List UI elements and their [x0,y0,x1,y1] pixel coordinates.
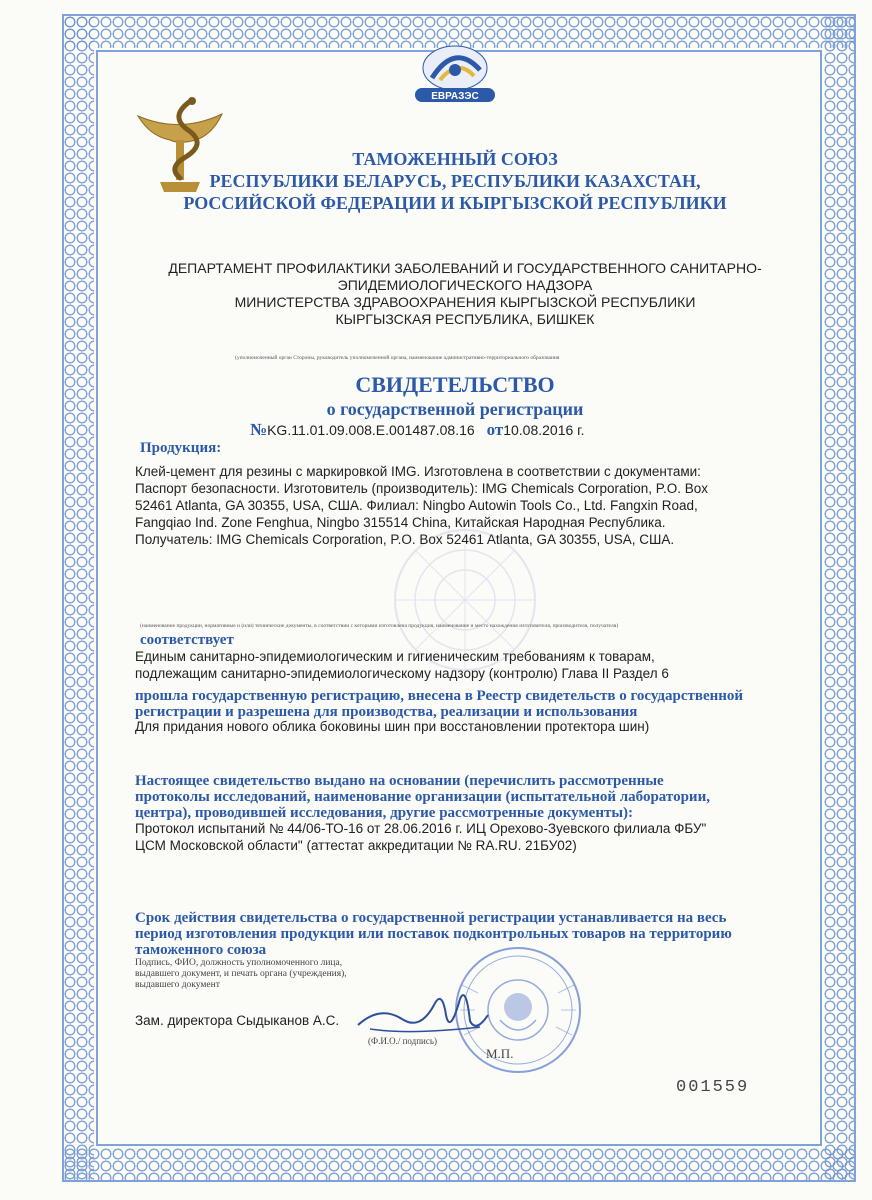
basis-line: ЦСМ Московской области" (аттестат аккредитации № RA.RU. 21БУ02) [135,838,577,853]
basis-label-line2: протоколы исследований, наименование организации (испытательной лаборатории, [135,789,710,805]
department-line-4: КЫРГЫЗСКАЯ РЕСПУБЛИКА, БИШКЕК [335,311,595,327]
basis-label-line3: центра), проводившей исследования, другие рассмотренные документы): [135,805,634,821]
registration-number [250,420,584,440]
compliance-line: подлежащим санитарно-эпидемиологическому надзору (контролю) Глава II Раздел 6 [135,666,669,681]
product-line: Получатель: IMG Chemicals Corporation, P.O. Box 52461 Atlanta, GA 30355, USA, США. [135,532,675,547]
product-label: Продукция: [140,440,222,456]
basis-label-line1: Настоящее свидетельство выдано на основании (перечислить рассмотренные [135,773,664,789]
stamp-label: М.П. [486,1046,514,1061]
department-line-2: ЭПИДЕМИОЛОГИЧЕСКОГО НАДЗОРА [337,277,593,293]
union-countries-line1: РЕСПУБЛИКИ БЕЛАРУСЬ, РЕСПУБЛИКИ КАЗАХСТАН, [209,171,701,191]
product-line: 52461 Atlanta, GA 30355, USA, США. Филиал: Ningbo Autowin Tools Co., Ltd. Fangxin Road, [135,498,698,513]
union-countries-line2: РОССИЙСКОЙ ФЕДЕРАЦИИ И КЫРГЫЗСКОЙ РЕСПУБЛИКИ [183,193,727,213]
signatory-name: Зам. директора Сыдыканов А.С. [135,1013,340,1028]
department-line-3: МИНИСТЕРСТВА ЗДРАВООХРАНЕНИЯ КЫРГЫЗСКОЙ РЕСПУБЛИКИ [234,294,696,310]
product-line: Fangqiao Ind. Zone Fenghua, Ningbo 315514 China, Китайская Народная Республика. [135,515,666,530]
product-description [135,463,775,548]
registration-label [135,688,785,720]
date-prefix: от [486,420,504,439]
certificate-number: KG.11.01.09.008.Е.001487.08.16 [267,422,475,438]
basis-text [135,820,775,854]
registration-purpose: Для придания нового облика боковины шин при восстановлении протектора шин) [135,719,650,734]
signatory-caption [135,958,347,991]
certificate-title: СВИДЕТЕЛЬСТВО [355,372,555,397]
serial-number: 001559 [676,1078,750,1097]
compliance-label: соответствует [140,632,234,648]
basis-label [135,773,785,821]
eurasec-logo [400,40,510,104]
signatory-caption-line: Подпись, ФИО, должность уполномоченного лица, [135,958,343,968]
compliance-line: Единым санитарно-эпидемиологическим и гигиеническим требованиям к товарам, [135,649,655,664]
product-line: Паспорт безопасности. Изготовитель (производитель): IMG Chemicals Corporation, P.O. Box [135,481,709,496]
basis-line: Протокол испытаний № 44/06-ТО-16 от 28.06.2016 г. ИЦ Орехово-Зуевского филиала ФБУ" [135,821,707,836]
issuing-department [120,260,810,328]
validity-line: период изготовления продукции или поставок подконтрольных товаров на территорию [135,926,732,942]
product-caption: (наименование продукции, нормативные и (или) технические документы, в соответствии с которыми изготовлена продукция, наименование и место нахождения изготовителя, производителя, получателя) [140,623,619,629]
logo-text: ЕВРАЗЭС [431,91,479,102]
department-caption: (уполномоченный орган Стороны, руководитель уполномоченной органа, наименование административно-территориального образования [235,355,560,361]
signatory-caption-line: выдавшего документ [135,980,220,990]
certificate-subtitle: о государственной регистрации [326,399,584,419]
union-title: ТАМОЖЕННЫЙ СОЮЗ [352,149,558,169]
validity-line: таможенного союза [135,942,267,958]
department-line-1: ДЕПАРТАМЕНТ ПРОФИЛАКТИКИ ЗАБОЛЕВАНИЙ И ГОСУДАРСТВЕННОГО САНИТАРНО- [168,260,762,276]
signature-caption: (Ф.И.О./ подпись) [368,1036,437,1046]
validity-line: Срок действия свидетельства о государственной регистрации устанавливается на весь [135,910,727,926]
product-line: Клей-цемент для резины с маркировкой IMG. Изготовлена в соответствии с документами: [135,464,701,479]
signatory-caption-line: выдавшего документ, и печать органа (учреждения), [135,969,347,979]
registration-label-line2: регистрации и разрешена для производства, реализации и использования [135,704,638,720]
registration-label-line1: прошла государственную регистрацию, внесена в Реестр свидетельств о государственной [135,688,744,704]
number-sign: № [250,420,268,439]
certificate-date: 10.08.2016 г. [503,422,585,438]
compliance-text [135,648,775,682]
